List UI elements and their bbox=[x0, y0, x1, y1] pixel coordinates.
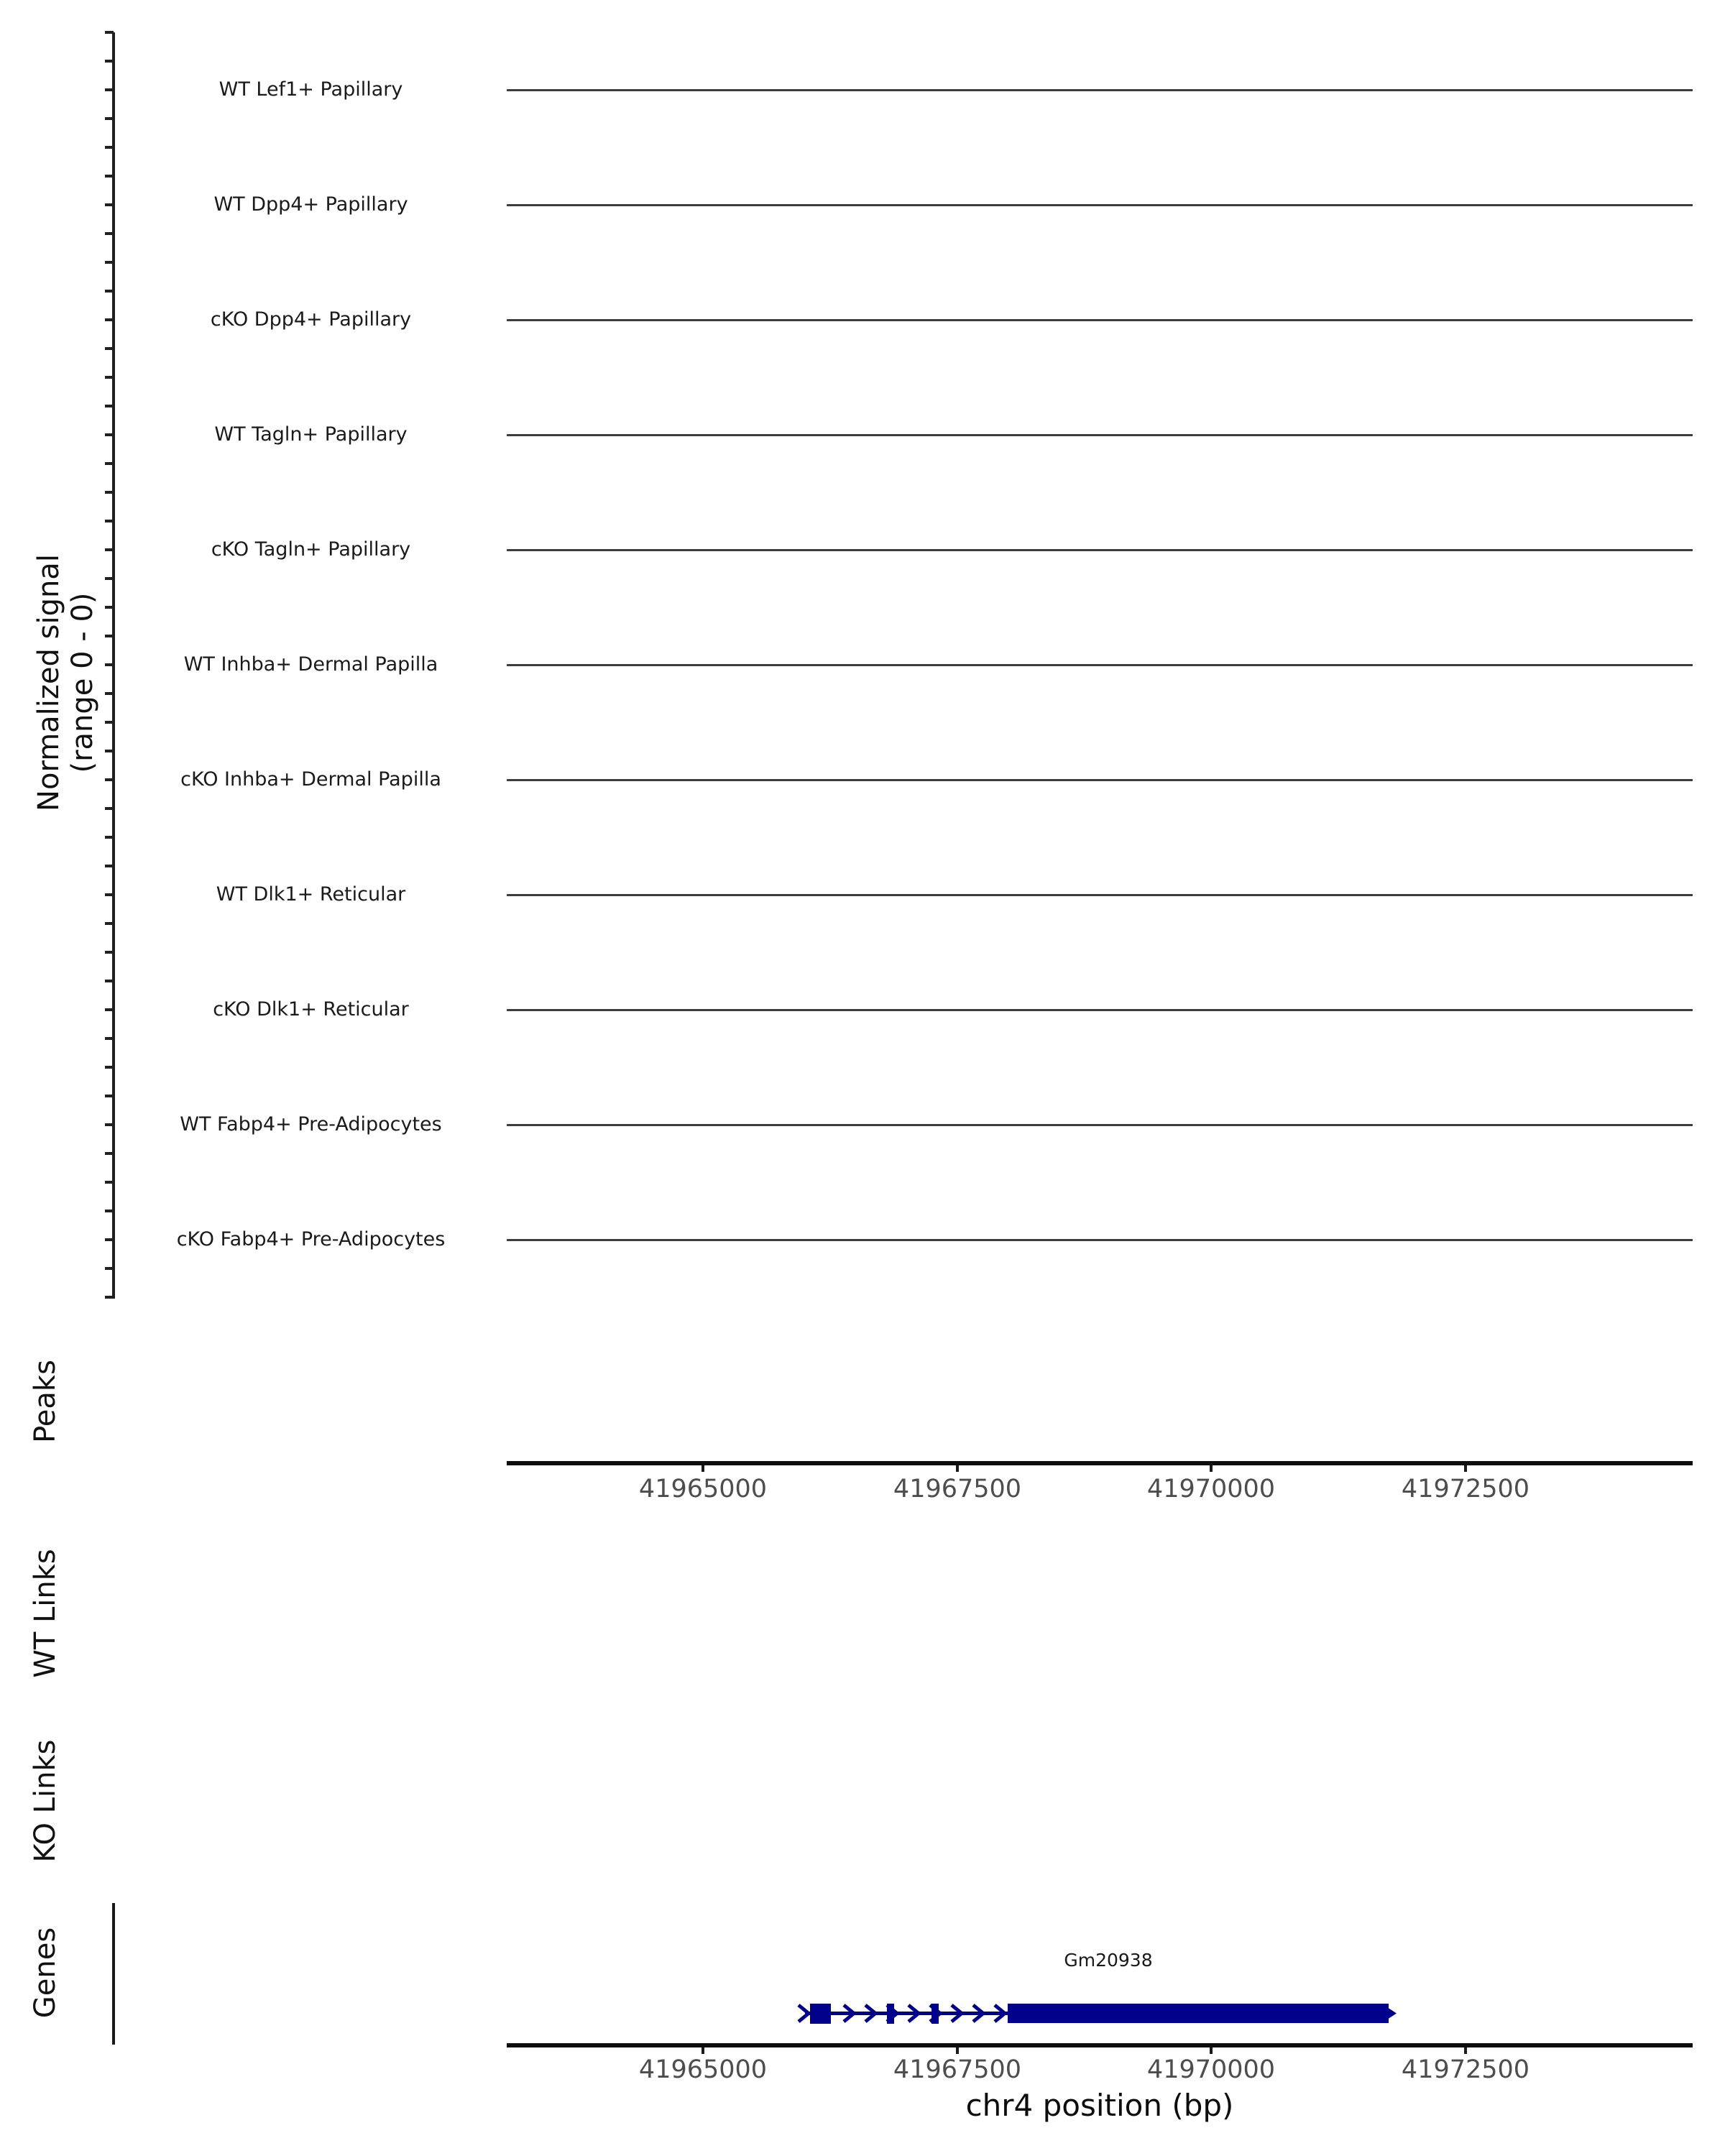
track-label-cko-fabp4: cKO Fabp4+ Pre-Adipocytes bbox=[176, 1228, 446, 1250]
bottom-axis-tick-3 bbox=[1210, 2047, 1213, 2054]
track-line-wt-fabp4 bbox=[507, 1124, 1693, 1126]
signal-axis-title-line1: Normalized signal bbox=[32, 554, 65, 811]
track-label-wt-fabp4: WT Fabp4+ Pre-Adipocytes bbox=[180, 1113, 442, 1135]
gene-end-arrow bbox=[1387, 2007, 1397, 2019]
track-label-wt-inhba: WT Inhba+ Dermal Papilla bbox=[183, 653, 438, 676]
track-label-wt-tagln: WT Tagln+ Papillary bbox=[214, 423, 408, 446]
track-label-wt-dlk1: WT Dlk1+ Reticular bbox=[216, 883, 406, 906]
peaks-axis-line bbox=[507, 1461, 1693, 1465]
gene-name-label: Gm20938 bbox=[1064, 1950, 1153, 1971]
bottom-axis-ticklabel-1: 41965000 bbox=[638, 2055, 768, 2084]
bottom-axis-tick-4 bbox=[1464, 2047, 1467, 2054]
track-line-wt-lef1 bbox=[507, 89, 1693, 91]
bottom-axis-line bbox=[507, 2043, 1693, 2047]
track-label-cko-tagln: cKO Tagln+ Papillary bbox=[211, 538, 411, 561]
signal-axis-title bbox=[32, 554, 100, 811]
section-label-wt-links: WT Links bbox=[29, 1549, 62, 1678]
track-label-wt-lef1: WT Lef1+ Papillary bbox=[218, 78, 403, 101]
peaks-axis-ticklabel-3: 41970000 bbox=[1146, 1475, 1276, 1503]
peaks-axis-tick-3 bbox=[1210, 1465, 1213, 1472]
track-line-cko-fabp4 bbox=[507, 1239, 1693, 1241]
track-line-cko-dpp4 bbox=[507, 319, 1693, 321]
section-label-genes: Genes bbox=[29, 1927, 62, 2019]
section-label-peaks: Peaks bbox=[29, 1360, 62, 1443]
track-line-wt-dpp4 bbox=[507, 204, 1693, 206]
bottom-axis-tick-2 bbox=[956, 2047, 959, 2054]
track-label-cko-dlk1: cKO Dlk1+ Reticular bbox=[213, 998, 409, 1021]
track-label-cko-inhba: cKO Inhba+ Dermal Papilla bbox=[180, 768, 441, 791]
signal-axis-title-line2: (range 0 - 0) bbox=[66, 592, 99, 773]
track-line-wt-tagln bbox=[507, 434, 1693, 436]
peaks-axis-tick-4 bbox=[1464, 1465, 1467, 1472]
bottom-axis-ticklabel-4: 41972500 bbox=[1401, 2055, 1530, 2084]
gene-exon-2 bbox=[887, 2004, 894, 2024]
genes-axis-bracket bbox=[112, 1903, 115, 2045]
peaks-axis-ticklabel-4: 41972500 bbox=[1401, 1475, 1530, 1503]
gene-model-gm20938 bbox=[787, 1991, 1412, 2034]
x-axis-title: chr4 position (bp) bbox=[965, 2088, 1234, 2123]
peaks-axis-tick-2 bbox=[956, 1465, 959, 1472]
peaks-axis-tick-1 bbox=[702, 1465, 704, 1472]
gene-exon-1 bbox=[810, 2004, 831, 2024]
peaks-axis-ticklabel-2: 41967500 bbox=[893, 1475, 1022, 1503]
gene-exon-4 bbox=[1008, 2004, 1389, 2023]
bottom-axis-ticklabel-2: 41967500 bbox=[893, 2055, 1022, 2084]
track-line-wt-inhba bbox=[507, 664, 1693, 666]
track-label-wt-dpp4: WT Dpp4+ Papillary bbox=[213, 193, 408, 216]
section-label-ko-links: KO Links bbox=[29, 1739, 62, 1863]
gene-exon-3 bbox=[932, 2004, 939, 2024]
track-line-cko-dlk1 bbox=[507, 1009, 1693, 1011]
track-label-cko-dpp4: cKO Dpp4+ Papillary bbox=[210, 308, 412, 331]
track-line-cko-inhba bbox=[507, 779, 1693, 781]
track-line-cko-tagln bbox=[507, 549, 1693, 551]
bottom-axis-tick-1 bbox=[702, 2047, 704, 2054]
bottom-axis-ticklabel-3: 41970000 bbox=[1146, 2055, 1276, 2084]
peaks-axis-ticklabel-1: 41965000 bbox=[638, 1475, 768, 1503]
track-line-wt-dlk1 bbox=[507, 894, 1693, 896]
